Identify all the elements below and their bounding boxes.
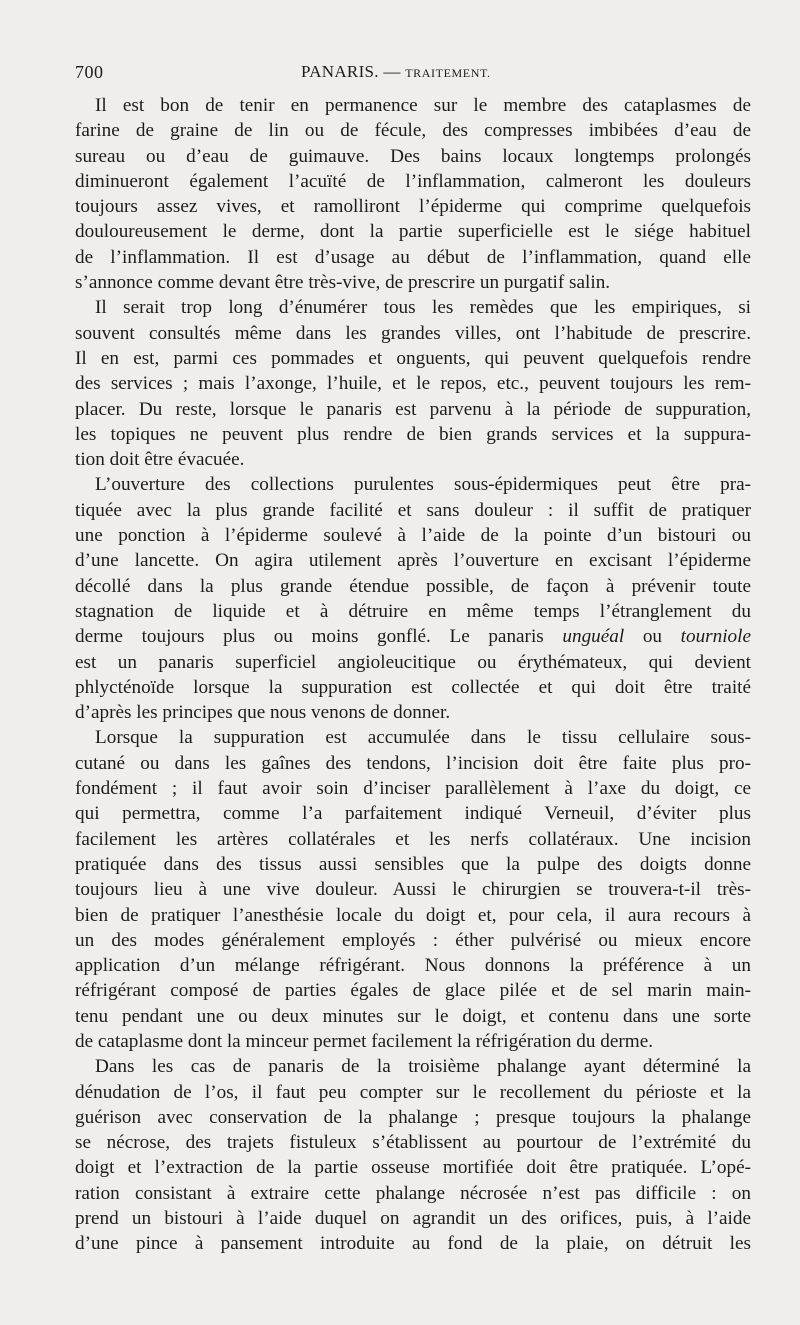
text-line: toujours lieu à une vive douleur. Aussi le chirurgien se trouvera-t-il très- <box>75 879 751 901</box>
text-line: tion doit être évacuée. <box>75 449 245 471</box>
text-line: cutané ou dans les gaînes des tendons, l’incision doit être faite plus pro- <box>75 752 751 774</box>
text-line: réfrigérant composé de parties égales de glace pilée et de sel marin main- <box>75 980 751 1002</box>
page-number: 700 <box>75 62 104 82</box>
paragraph-5 <box>75 1054 751 1256</box>
text-line: ration consistant à extraire cette phalange nécrosée n’est pas difficile : on <box>75 1182 751 1204</box>
text-line: douloureusement le derme, dont la partie superficielle est le siége habituel <box>75 221 751 243</box>
text-line: les topiques ne peuvent plus rendre de bien grands services et la suppura- <box>75 423 751 445</box>
text-line: application d’un mélange réfrigérant. Nous donnons la préférence à un <box>75 955 751 977</box>
text-line: de cataplasme dont la minceur permet facilement la réfrigération du derme. <box>75 1030 654 1052</box>
text-line: d’une lancette. On agira utilement après l’ouverture en excisant l’épiderme <box>75 550 751 572</box>
text-line: d’après les principes que nous venons de donner. <box>75 702 451 724</box>
text-line: diminueront également l’acuïté de l’inflammation, calmeront les douleurs <box>75 170 751 192</box>
text-line: tenu pendant une ou deux minutes sur le doigt, et contenu dans une sorte <box>75 1005 751 1027</box>
text-segment: ou <box>624 626 681 648</box>
paragraph-3 <box>75 472 751 725</box>
text-line-with-italics <box>75 624 751 649</box>
text-line: doigt et l’extraction de la partie osseuse mortifiée doit être pratiquée. L’opé- <box>75 1157 751 1179</box>
text-line: s’annonce comme devant être très-vive, de prescrire un purgatif salin. <box>75 272 611 294</box>
paragraph-1 <box>75 93 751 295</box>
text-line: Il en est, parmi ces pommades et onguents, qui peuvent quelquefois rendre <box>75 347 751 369</box>
text-line: un des modes généralement employés : éther pulvérisé ou mieux encore <box>75 929 751 951</box>
text-line: se nécrose, des trajets fistuleux s’établissent au pourtour de l’extrémité du <box>75 1132 751 1154</box>
running-head-separator: — <box>378 62 406 81</box>
page-header <box>75 62 750 86</box>
text-line: décollé dans la plus grande étendue possible, de façon à prévenir toute <box>75 575 751 597</box>
text-line: farine de graine de lin ou de fécule, des compresses imbibées d’eau de <box>75 120 751 142</box>
running-head-title: PANARIS. <box>301 62 379 81</box>
text-line: des services ; mais l’axonge, l’huile, et le repos, etc., peuvent toujours les rem- <box>75 373 751 395</box>
text-line: Dans les cas de panaris de la troisième phalange ayant déterminé la <box>95 1056 751 1078</box>
text-line: Il serait trop long d’énumérer tous les remèdes que les empiriques, si <box>95 297 751 319</box>
text-line: stagnation de liquide et à détruire en même temps l’étranglement du <box>75 600 751 622</box>
text-line: L’ouverture des collections purulentes sous-épidermiques peut être pra- <box>95 474 751 496</box>
text-line: est un panaris superficiel angioleucitique ou érythémateux, qui devient <box>75 651 751 673</box>
text-line: toujours assez vives, et ramolliront l’épiderme qui comprime quelquefois <box>75 196 751 218</box>
running-head <box>301 62 491 82</box>
text-line: placer. Du reste, lorsque le panaris est parvenu à la période de suppuration, <box>75 398 751 420</box>
italic-term-tourniole: tourniole <box>680 626 751 648</box>
paragraph-2 <box>75 295 751 472</box>
text-line: dénudation de l’os, il faut peu compter sur le recollement du périoste et la <box>75 1081 751 1103</box>
text-line: facilement les artères collatérales et les nerfs collatéraux. Une incision <box>75 828 751 850</box>
text-line: Lorsque la suppuration est accumulée dans le tissu cellulaire sous- <box>95 727 751 749</box>
text-line: tiquée avec la plus grande facilité et sans douleur : il suffit de pratiquer <box>75 499 751 521</box>
text-line: sureau ou d’eau de guimauve. Des bains locaux longtemps prolongés <box>75 145 751 167</box>
text-line: phlycténoïde lorsque la suppuration est collectée et qui doit être traité <box>75 676 751 698</box>
text-line: d’une pince à pansement introduite au fond de la plaie, on détruit les <box>75 1233 751 1255</box>
text-line: fondément ; il faut avoir soin d’inciser parallèlement à l’axe du doigt, ce <box>75 778 751 800</box>
text-line: une ponction à l’épiderme soulevé à l’aide de la pointe d’un bistouri ou <box>75 525 751 547</box>
text-line: pratiquée dans des tissus aussi sensibles que la pulpe des doigts donne <box>75 853 751 875</box>
text-line: guérison avec conservation de la phalange ; presque toujours la phalange <box>75 1106 751 1128</box>
running-head-section: TRAITEMENT. <box>405 66 491 80</box>
text-line: Il est bon de tenir en permanence sur le membre des cataplasmes de <box>95 95 751 116</box>
italic-term-ungueal: unguéal <box>562 626 625 648</box>
text-line: qui permettra, comme l’a parfaitement indiqué Verneuil, d’éviter plus <box>75 803 751 825</box>
text-line: de l’inflammation. Il est d’usage au début de l’inflammation, quand elle <box>75 246 751 268</box>
text-line: prend un bistouri à l’aide duquel on agrandit un des orifices, puis, à l’aide <box>75 1208 751 1230</box>
paragraph-4 <box>75 725 751 1054</box>
text-line: souvent consultés même dans les grandes villes, ont l’habitude de prescrire. <box>75 322 751 344</box>
text-line: bien de pratiquer l’anesthésie locale du doigt et, pour cela, il aura recours à <box>75 904 751 926</box>
text-segment: derme toujours plus ou moins gonflé. Le panaris <box>75 626 563 648</box>
body-text <box>75 93 751 1257</box>
